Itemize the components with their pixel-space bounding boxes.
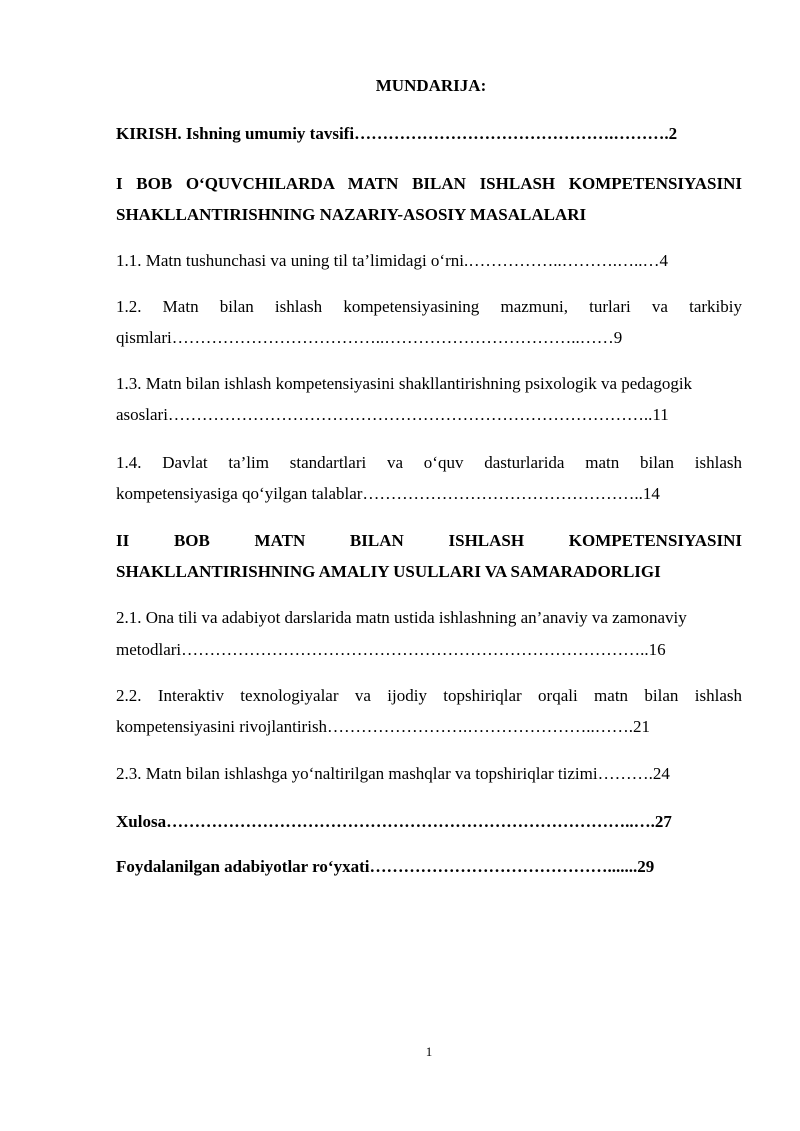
- toc-entry-2-2-line-1: 2.2. Interaktiv texnologiyalar va ijodiy topshiriqlar orqali matn bilan ishlash: [116, 686, 742, 705]
- toc-chapter-2-heading-line-1: II BOB MATN BILAN ISHLASH KOMPETENSIYASINI: [116, 531, 742, 550]
- toc-chapter-2-heading-line-2: SHAKLLANTIRISHNING AMALIY USULLARI VA SAMARADORLIGI: [116, 562, 661, 581]
- toc-entry-1-4-line-2: kompetensiyasiga qo‘yilgan talablar…………………………………………..14: [116, 484, 660, 503]
- toc-entry-2-1-line-2: metodlari………………………………………………………………………..16: [116, 640, 666, 659]
- toc-entry-introduction: KIRISH. Ishning umumiy tavsifi……………………………………….……….2: [116, 124, 678, 143]
- toc-entry-1-4-line-1: 1.4. Davlat ta’lim standartlari va o‘quv dasturlarida matn bilan ishlash: [116, 453, 742, 472]
- toc-entry-2-2-line-2: kompetensiyasini rivojlantirish…………………….…………………..…….21: [116, 717, 651, 736]
- toc-title: MUNDARIJA:: [375, 76, 487, 95]
- toc-chapter-1-heading-line-1: I BOB O‘QUVCHILARDA MATN BILAN ISHLASH KOMPETENSIYASINI: [116, 174, 742, 193]
- toc-entry-1-3-line-1: 1.3. Matn bilan ishlash kompetensiyasini shakllantirishning psixologik va pedagogik: [116, 374, 693, 393]
- toc-entry-conclusion: Xulosa………………………………………………………………………..….27: [116, 812, 672, 831]
- toc-entry-references: Foydalanilgan adabiyotlar ro‘yxati…………………………………….......29: [116, 857, 655, 876]
- toc-entry-1-2-line-2: qismlari………………………………..……………………………..……9: [116, 328, 623, 347]
- toc-entry-1-2-line-1: 1.2. Matn bilan ishlash kompetensiyasining mazmuni, turlari va tarkibiy: [116, 297, 742, 316]
- toc-entry-1-3-line-2: asoslari…………………………………………………………………………..11: [116, 405, 669, 424]
- toc-chapter-1-heading-line-2: SHAKLLANTIRISHNING NAZARIY-ASOSIY MASALALARI: [116, 205, 587, 224]
- toc-entry-2-1-line-1: 2.1. Ona tili va adabiyot darslarida matn ustida ishlashning an’anaviy va zamonaviy: [116, 608, 687, 627]
- page-number: 1: [425, 1044, 433, 1059]
- toc-entry-2-3: 2.3. Matn bilan ishlashga yo‘naltirilgan mashqlar va topshiriqlar tizimi……….24: [116, 764, 670, 783]
- toc-entry-1-1: 1.1. Matn tushunchasi va uning til ta’limidagi o‘rni.……………..……….…..…4: [116, 251, 668, 270]
